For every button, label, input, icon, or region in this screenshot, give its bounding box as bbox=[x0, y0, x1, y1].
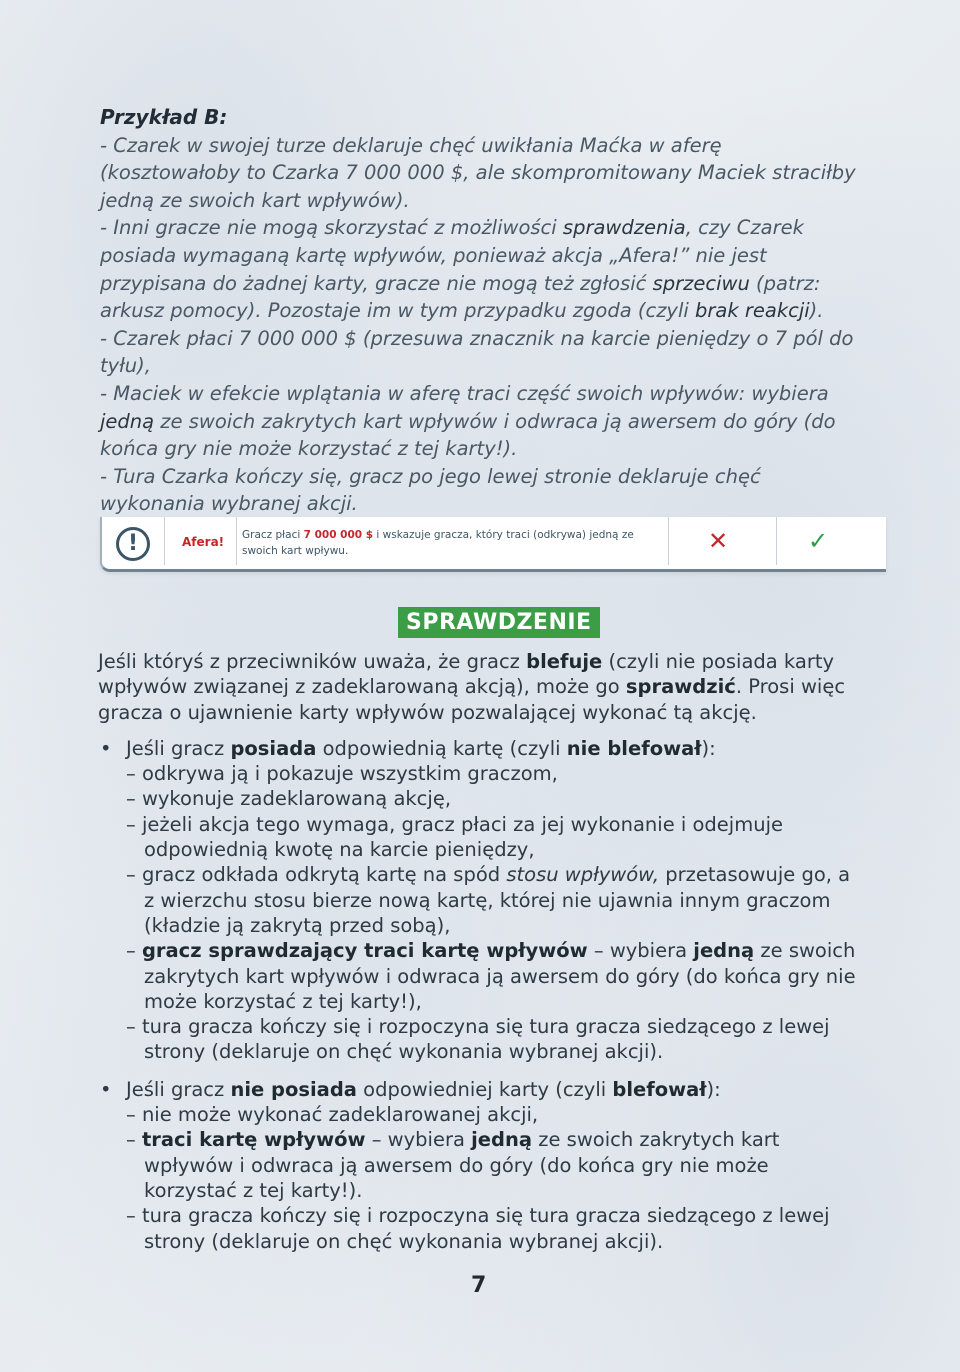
example-step-1: - Czarek w swojej turze deklaruje chęć uwikłania Maćka w aferę (kosztowałoby to Czarka 7 000 000 $, ale skompromitowany Maciek straciłby jedną ze swoich kart wpływów). bbox=[100, 133, 856, 212]
bullet-heading: Jeśli gracz nie posiada odpowiedniej karty (czyli blefował): bbox=[126, 1077, 721, 1101]
bullet-icon: • bbox=[100, 1077, 112, 1101]
divider bbox=[164, 517, 165, 565]
list-item: – gracz sprawdzający traci kartę wpływów – wybiera jedną ze swoich zakrytych kart wpływów i odwraca ją awersem do góry (do końca gry nie może korzystać z tej karty!), bbox=[126, 939, 856, 1013]
list-item: – tura gracza kończy się i rozpoczyna się tura gracza siedzącego z lewej strony (deklaruje on chęć wykonania wybranej akcji). bbox=[126, 1204, 830, 1253]
action-description: Gracz płaci 7 000 000 $ i wskazuje gracza, który traci (odkrywa) jedną ze swoich kart wpływu. bbox=[242, 529, 634, 557]
list-item: – tura gracza kończy się i rozpoczyna się tura gracza siedzącego z lewej strony (deklaruje on chęć wykonania wybranej akcji). bbox=[126, 1015, 830, 1064]
list-item: – jeżeli akcja tego wymaga, gracz płaci za jej wykonanie i odejmuje odpowiednią kwotę na karcie pieniędzy, bbox=[126, 812, 783, 862]
bullet-heading: Jeśli gracz posiada odpowiednią kartę (czyli nie blefował): bbox=[126, 736, 716, 760]
list-item: – gracz odkłada odkrytą kartę na spód stosu wpływów, przetasowuje go, a z wierzchu stosu bierze nową kartę, której nie ujawnia innym graczom (kładzie ją zakrytą przed sobą), bbox=[126, 863, 851, 937]
cross-icon-green: ✓ bbox=[808, 527, 829, 555]
example-step-3: - Czarek płaci 7 000 000 $ (przesuwa znacznik na karcie pieniędzy o 7 pól do tyłu), bbox=[100, 326, 854, 378]
example-step-5: - Tura Czarka kończy się, gracz po jego lewej stronie deklaruje chęć wykonania wybranej akcji. bbox=[100, 464, 761, 516]
warning-icon: ! bbox=[116, 527, 150, 561]
divider bbox=[776, 517, 777, 565]
list-item: – odkrywa ją i pokazuje wszystkim graczom, bbox=[126, 762, 558, 786]
section-body bbox=[98, 649, 862, 1266]
bullet-icon: • bbox=[100, 736, 112, 760]
list-item: – nie może wykonać zadeklarowanej akcji, bbox=[126, 1103, 539, 1127]
bullet-has-card bbox=[98, 736, 862, 1065]
page-number: 7 bbox=[471, 1273, 487, 1298]
cross-icon: ✕ bbox=[708, 527, 729, 555]
divider bbox=[668, 517, 669, 565]
list-item: – traci kartę wpływów – wybiera jedną ze swoich zakrytych kart wpływów i odwraca ją awersem do góry (do końca gry nie może korzystać z tej karty!). bbox=[126, 1128, 780, 1202]
example-block bbox=[100, 104, 860, 518]
example-step-4: - Maciek w efekcie wplątania w aferę traci część swoich wpływów: wybiera jedną ze swoich zakrytych kart wpływów i odwraca ją awersem do góry (do końca gry nie może korzystać z tej karty!). bbox=[100, 381, 836, 461]
list-item: – wykonuje zadeklarowaną akcję, bbox=[126, 787, 452, 811]
divider bbox=[236, 517, 237, 565]
action-card-afera bbox=[100, 517, 886, 572]
action-name: Afera! bbox=[182, 535, 225, 549]
example-title: Przykład B: bbox=[100, 105, 228, 129]
section-intro: Jeśli któryś z przeciwników uważa, że gracz blefuje (czyli nie posiada karty wpływów związanej z zadeklarowaną akcją), może go sprawdzić. Prosi więc gracza o ujawnienie karty wpływów pozwalającej wykonać tą akcję. bbox=[98, 650, 846, 724]
section-heading: SPRAWDZENIE bbox=[398, 607, 600, 638]
example-step-2: - Inni gracze nie mogą skorzystać z możliwości sprawdzenia, czy Czarek posiada wymaganą kartę wpływów, ponieważ akcja „Afera!” nie jest przypisana do żadnej karty, gracze nie mogą też zgłosić sprzeciwu (patrz: arkusz pomocy). Pozostaje im w tym przypadku zgoda (czyli brak reakcji). bbox=[100, 216, 824, 323]
bullet-no-card bbox=[98, 1077, 862, 1254]
